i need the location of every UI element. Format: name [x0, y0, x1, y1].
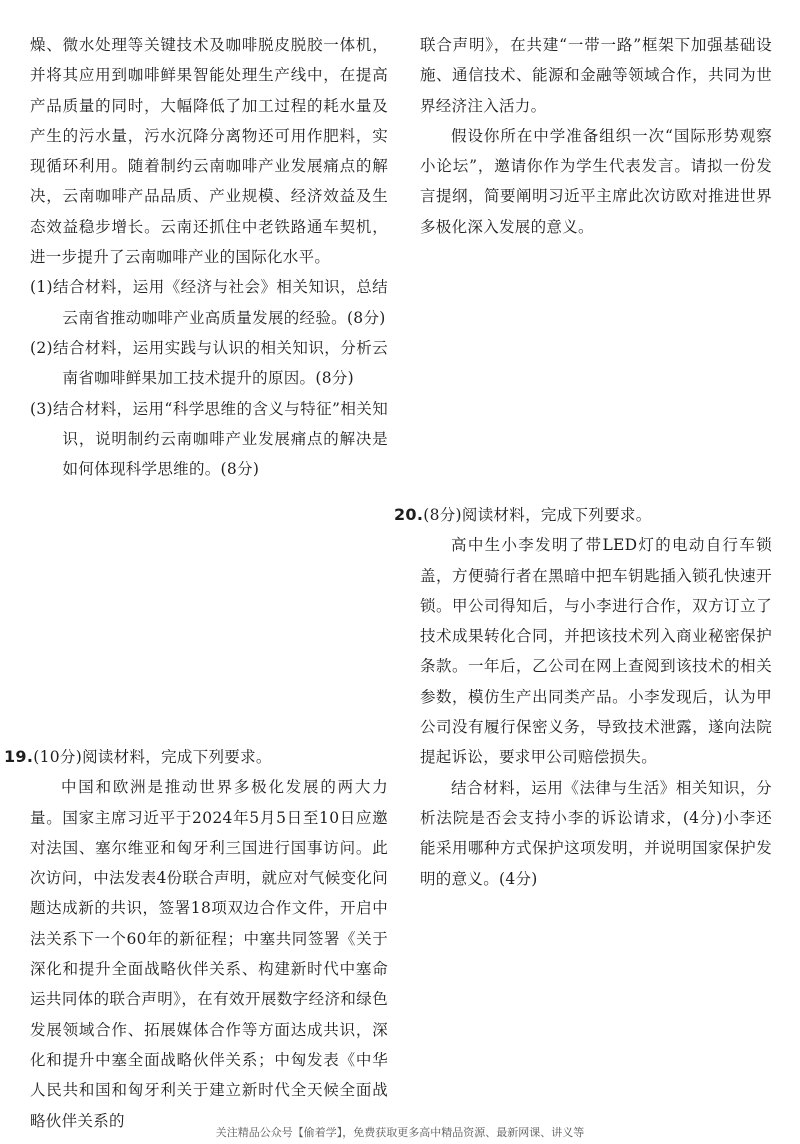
page-footer: 关注精品公众号【偷着学】，免费获取更多高中精品资源、最新网课、讲义等: [215, 1126, 585, 1139]
question-20-material: 高中生小李发明了带LED灯的电动自行车锁盖，方便骑行者在黑暗中把车钥匙插入锁孔快速开锁。甲公司得知后，与小李进行合作，双方订立了技术成果转化合同，并把该技术列入商业秘密保护条款。一年后，乙公司在网上查阅到该技术的相关参数，模仿生产出同类产品。小李发现后，认为甲公司没有履行保密义务，导致技术泄露，遂向法院提起诉讼，要求甲公司赔偿损失。: [420, 536, 772, 767]
question-20-head: (8分)阅读材料，完成下列要求。: [423, 506, 652, 524]
question-18-sub-2: (2)结合材料，运用实践与认识的相关知识，分析云南省咖啡鲜果加工技术提升的原因。(8分): [30, 338, 388, 388]
question-19-task: 假设你所在中学准备组织一次“国际形势观察小论坛”，邀请你作为学生代表发言。请拟一份发言提纲，简要阐明习近平主席此次访欧对推进世界多极化深入发展的意义。: [420, 126, 772, 236]
question-20: [394, 500, 772, 894]
right-column-top: [420, 30, 772, 242]
question-20-task: 结合材料，运用《法律与生活》相关知识，分析法院是否会支持小李的诉讼请求，(4分)小李还能采用哪种方式保护这项发明，并说明国家保护发明的意义。(4分): [420, 778, 772, 888]
left-column-top: [30, 30, 388, 484]
question-19-number: 19.: [4, 747, 34, 766]
question-19-header: [4, 742, 388, 772]
question-20-header: [394, 500, 772, 530]
question-18-sub-3: (3)结合材料，运用“科学思维的含义与特征”相关知识，说明制约云南咖啡产业发展痛点的解决是如何体现科学思维的。(8分): [30, 399, 388, 479]
question-19-head: (10分)阅读材料，完成下列要求。: [33, 748, 272, 766]
question-20-number: 20.: [394, 505, 424, 524]
material-paragraph: 燥、微水处理等关键技术及咖啡脱皮脱胶一体机，并将其应用到咖啡鲜果智能处理生产线中，在提高产品质量的同时，大幅降低了加工过程的耗水量及产生的污水量，污水沉降分离物还可用作肥料，实现循环利用。随着制约云南咖啡产业发展痛点的解决，云南咖啡产品品质、产业规模、经济效益及生态效益稳步增长。云南还抓住中老铁路通车契机，进一步提升了云南咖啡产业的国际化水平。: [30, 36, 388, 267]
question-19: [4, 742, 388, 1136]
question-18-sub-1: (1)结合材料，运用《经济与社会》相关知识，总结云南省推动咖啡产业高质量发展的经验。(8分): [30, 278, 388, 327]
question-19-continued-paragraph: 联合声明》，在共建“一带一路”框架下加强基础设施、通信技术、能源和金融等领域合作，共同为世界经济注入活力。: [420, 36, 772, 115]
question-19-material: 中国和欧洲是推动世界多极化发展的两大力量。国家主席习近平于2024年5月5日至10日应邀对法国、塞尔维亚和匈牙利三国进行国事访问。此次访问，中法发表4份联合声明，就应对气候变化问题达成新的共识，签署18项双边合作文件，开启中法关系下一个60年的新征程；中塞共同签署《关于深化和提升全面战略伙伴关系、构建新时代中塞命运共同体的联合声明》，在有效开展数字经济和绿色发展领域合作、拓展媒体合作等方面达成共识，深化和提升中塞全面战略伙伴关系；中匈发表《中华人民共和国和匈牙利关于建立新时代全天候全面战略伙伴关系的: [30, 778, 388, 1130]
